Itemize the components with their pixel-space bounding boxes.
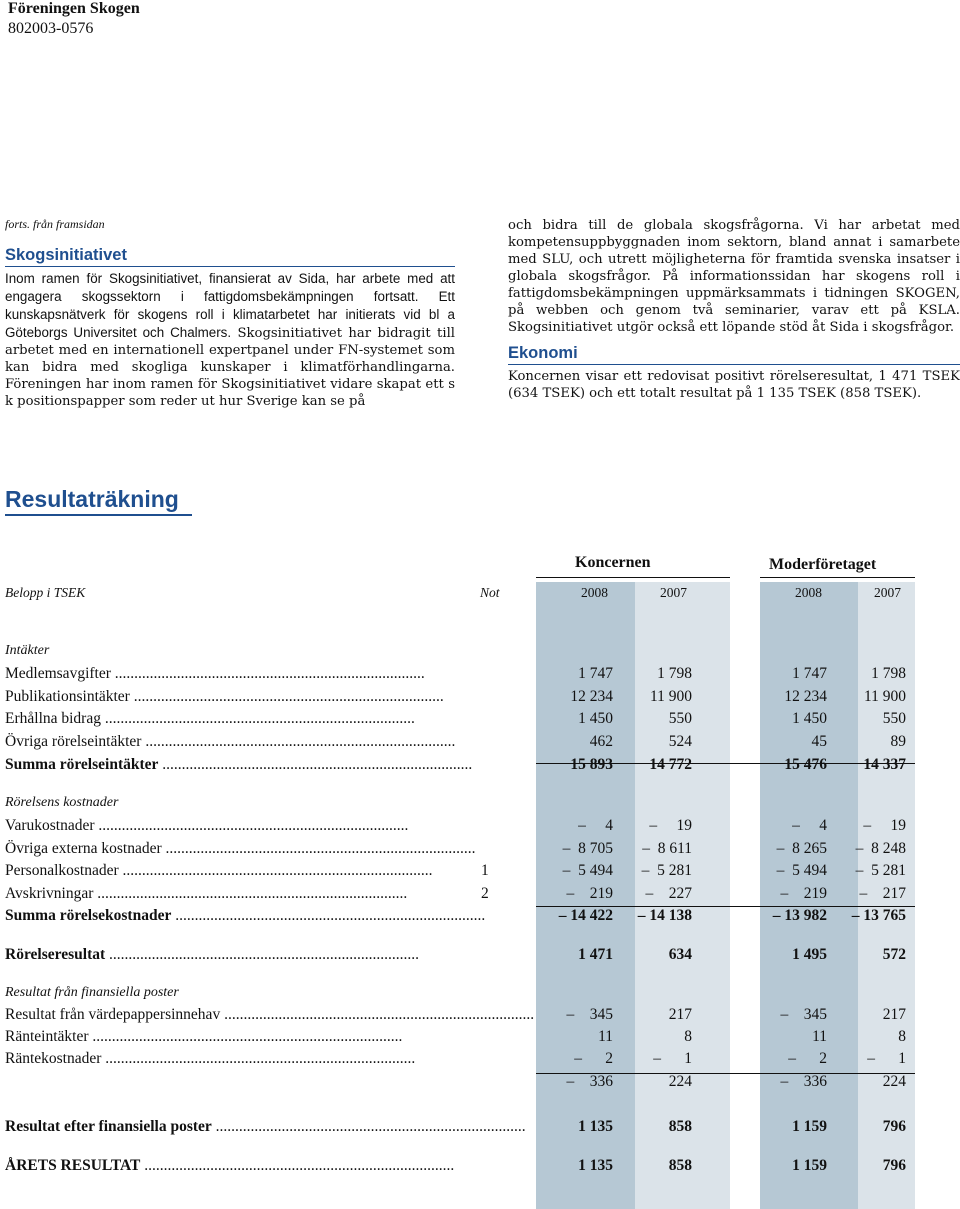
row-value: – 5 494 bbox=[562, 862, 613, 879]
row-value: 796 bbox=[882, 1157, 906, 1174]
row-label: ÅRETS RESULTAT ................................................................................ bbox=[5, 1157, 455, 1174]
row-note: 1 bbox=[481, 862, 489, 879]
row-value: – 336 bbox=[780, 1073, 827, 1090]
row-value: – 219 bbox=[566, 885, 613, 902]
row-value: – 345 bbox=[566, 1006, 613, 1023]
row-label: Personalkostnader ................................................................................ bbox=[5, 862, 433, 879]
row-label: Ränteintäkter ................................................................................ bbox=[5, 1028, 403, 1045]
dot-leader: ................................................................................ bbox=[110, 665, 425, 682]
table-row bbox=[0, 817, 960, 839]
dot-leader: ................................................................................ bbox=[118, 862, 433, 879]
row-value: 1 798 bbox=[657, 665, 692, 682]
intro-right-column bbox=[508, 217, 960, 402]
row-value: 1 159 bbox=[792, 1157, 827, 1174]
row-value: 11 bbox=[598, 1028, 613, 1045]
row-value: 15 893 bbox=[570, 756, 613, 773]
row-value: 15 476 bbox=[784, 756, 827, 773]
row-value: – 345 bbox=[780, 1006, 827, 1023]
row-value: – 336 bbox=[566, 1073, 613, 1090]
report-title-underline bbox=[5, 514, 192, 516]
row-value: 524 bbox=[668, 733, 692, 750]
row-value: – 2 bbox=[788, 1050, 827, 1067]
table-row bbox=[0, 1006, 960, 1028]
dot-leader: ................................................................................ bbox=[220, 1006, 535, 1023]
section-heading-ekonomi: Ekonomi bbox=[508, 344, 960, 365]
organization-name: Föreningen Skogen bbox=[8, 0, 140, 17]
row-value: – 217 bbox=[859, 885, 906, 902]
row-value: – 1 bbox=[867, 1050, 906, 1067]
dot-leader: ................................................................................ bbox=[211, 1118, 526, 1135]
row-value: 1 798 bbox=[871, 665, 906, 682]
row-value: – 13 982 bbox=[772, 907, 827, 924]
row-value: – 5 281 bbox=[855, 862, 906, 879]
table-row bbox=[0, 907, 960, 929]
dot-leader: ................................................................................ bbox=[94, 817, 409, 834]
row-value: 1 135 bbox=[578, 1157, 613, 1174]
row-value: – 19 bbox=[863, 817, 906, 834]
continued-note: forts. från framsidan bbox=[5, 217, 105, 231]
category-finansiella-poster: Resultat från finansiella poster bbox=[5, 985, 179, 1000]
row-value: 550 bbox=[882, 710, 906, 727]
row-label: Räntekostnader ................................................................................ bbox=[5, 1050, 416, 1067]
table-row bbox=[0, 688, 960, 710]
row-label: Varukostnader ................................................................................ bbox=[5, 817, 409, 834]
row-label: Summa rörelsekostnader ................................................................................ bbox=[5, 907, 486, 924]
row-value: 11 900 bbox=[863, 688, 906, 705]
row-value: 572 bbox=[882, 946, 906, 963]
intro-left-column bbox=[5, 217, 455, 410]
row-label: Erhållna bidrag ................................................................................ bbox=[5, 710, 415, 727]
row-value: 45 bbox=[811, 733, 827, 750]
table-row bbox=[0, 710, 960, 732]
dot-leader: ................................................................................ bbox=[93, 885, 408, 902]
row-value: – 19 bbox=[649, 817, 692, 834]
table-row bbox=[0, 862, 960, 884]
table-row bbox=[0, 733, 960, 755]
row-value: 12 234 bbox=[784, 688, 827, 705]
table-row bbox=[0, 1050, 960, 1072]
row-value: 1 135 bbox=[578, 1118, 613, 1135]
row-value: 550 bbox=[668, 710, 692, 727]
row-value: – 8 705 bbox=[562, 840, 613, 857]
row-value: 224 bbox=[668, 1073, 692, 1090]
row-label: Resultat efter finansiella poster ................................................................................ bbox=[5, 1118, 526, 1135]
table-row bbox=[0, 756, 960, 778]
row-value: – 14 422 bbox=[558, 907, 613, 924]
row-value: – 227 bbox=[645, 885, 692, 902]
row-value: 858 bbox=[668, 1157, 692, 1174]
row-value: 1 450 bbox=[792, 710, 827, 727]
row-label: Summa rörelseintäkter ................................................................................ bbox=[5, 756, 473, 773]
row-label: Rörelseresultat ................................................................................ bbox=[5, 946, 420, 963]
note-column-header: Not bbox=[480, 585, 500, 600]
amount-unit-label: Belopp i TSEK bbox=[5, 585, 86, 600]
table-row bbox=[0, 1028, 960, 1050]
paragraph-continued: och bidra till de globala skogsfrågorna. Vi har arbetat med kompetensuppbyggnaden inom sektorn, bland annat i samarbete med SLU, och utrett möjligheterna för framtida svenska insatser i globala skogsfrågor. På informationssidan har skogens roll i fattigdomsbekämpningen uppmärksammats i tidningen SKOGEN, på webben och genom två seminarier, varav ett på KSLA. Skogsinitiativet utgör också ett löpande stöd åt Sida i skogsfrågor. bbox=[508, 218, 960, 335]
category-intakter: Intäkter bbox=[5, 643, 50, 658]
group-header-koncernen: Koncernen bbox=[575, 554, 651, 571]
row-value: 224 bbox=[882, 1073, 906, 1090]
dot-leader: ................................................................................ bbox=[161, 840, 476, 857]
paragraph-ekonomi: Koncernen visar ett redovisat positivt rörelseresultat, 1 471 TSEK (634 TSEK) och ett totalt resultat på 1 135 TSEK (858 TSEK). bbox=[508, 369, 960, 401]
row-label: Publikationsintäkter ................................................................................ bbox=[5, 688, 444, 705]
dot-leader: ................................................................................ bbox=[101, 1050, 416, 1067]
dot-leader: ................................................................................ bbox=[158, 756, 473, 773]
row-value: 8 bbox=[684, 1028, 692, 1045]
report-title: Resultaträkning bbox=[5, 486, 179, 512]
row-value: 11 bbox=[812, 1028, 827, 1045]
row-value: – 4 bbox=[792, 817, 827, 834]
row-value: – 5 281 bbox=[641, 862, 692, 879]
year-header-moder-2008: 2008 bbox=[795, 585, 822, 600]
table-row bbox=[0, 665, 960, 687]
row-value: 1 495 bbox=[792, 946, 827, 963]
row-value: – 219 bbox=[780, 885, 827, 902]
dot-leader: ................................................................................ bbox=[140, 1157, 455, 1174]
table-row bbox=[0, 885, 960, 907]
category-rorelsens-kostnader: Rörelsens kostnader bbox=[5, 795, 119, 810]
row-value: – 4 bbox=[578, 817, 613, 834]
group-underline-koncernen bbox=[536, 577, 730, 578]
row-value: 11 900 bbox=[649, 688, 692, 705]
row-value: – 1 bbox=[653, 1050, 692, 1067]
row-note: 2 bbox=[481, 885, 489, 902]
row-value: 1 450 bbox=[578, 710, 613, 727]
year-header-koncernen-2008: 2008 bbox=[581, 585, 608, 600]
row-value: 1 747 bbox=[578, 665, 613, 682]
row-value: 462 bbox=[589, 733, 613, 750]
row-value: – 8 248 bbox=[855, 840, 906, 857]
row-label: Medlemsavgifter ................................................................................ bbox=[5, 665, 425, 682]
table-row bbox=[0, 840, 960, 862]
paragraph-part-b: Skogsinitiativet har bidragit till arbetet med en internationell expertpanel under FN-systemet som kan bidra med skogliga kunskaper i klimatförhandlingarna. Föreningen har inom ramen för Skogsinitiativet vidare skapat ett s k positionspapper som reder ut hur Sverige kan se på bbox=[5, 326, 456, 409]
table-row bbox=[0, 1073, 960, 1095]
dot-leader: ................................................................................ bbox=[129, 688, 444, 705]
row-value: 8 bbox=[898, 1028, 906, 1045]
row-value: 796 bbox=[882, 1118, 906, 1135]
row-value: 12 234 bbox=[570, 688, 613, 705]
group-header-moderforetaget: Moderföretaget bbox=[769, 556, 877, 573]
row-value: – 2 bbox=[574, 1050, 613, 1067]
table-row bbox=[0, 946, 960, 968]
paragraph-part-a: Inom ramen för Skogsinitiativet, finansierat av Sida, har arbete med att engagera skogssektorn i fattigdomsbekämpningen fortsatt. Ett kunskapsnätverk för skogens roll i klimatarbetet har initierats vid bl a Göteborgs Universitet och Chalmers. bbox=[5, 271, 455, 340]
row-value: 1 471 bbox=[578, 946, 613, 963]
dot-leader: ................................................................................ bbox=[88, 1028, 403, 1045]
row-value: 634 bbox=[668, 946, 692, 963]
row-label: Övriga externa kostnader ................................................................................ bbox=[5, 840, 476, 857]
year-header-koncernen-2007: 2007 bbox=[660, 585, 687, 600]
dot-leader: ................................................................................ bbox=[100, 710, 415, 727]
year-header-moder-2007: 2007 bbox=[874, 585, 901, 600]
group-underline-moderforetaget bbox=[760, 577, 915, 578]
dot-leader: ................................................................................ bbox=[171, 907, 486, 924]
dot-leader: ................................................................................ bbox=[141, 733, 456, 750]
row-label: Resultat från värdepappersinnehav ................................................................................ bbox=[5, 1006, 535, 1023]
table-row bbox=[0, 1118, 960, 1140]
row-value: 858 bbox=[668, 1118, 692, 1135]
row-value: – 5 494 bbox=[776, 862, 827, 879]
row-value: 89 bbox=[890, 733, 906, 750]
row-value: – 13 765 bbox=[851, 907, 906, 924]
row-label: Övriga rörelseintäkter ................................................................................ bbox=[5, 733, 456, 750]
dot-leader: ................................................................................ bbox=[105, 946, 420, 963]
paragraph-skogsinitiativet bbox=[5, 270, 455, 410]
row-value: 217 bbox=[668, 1006, 692, 1023]
row-value: 1 159 bbox=[792, 1118, 827, 1135]
table-row bbox=[0, 1157, 960, 1179]
row-value: 14 337 bbox=[863, 756, 906, 773]
section-heading-skogsinitiativet: Skogsinitiativet bbox=[5, 246, 455, 267]
row-value: – 8 265 bbox=[776, 840, 827, 857]
organization-number: 802003-0576 bbox=[8, 20, 94, 37]
row-value: – 8 611 bbox=[642, 840, 692, 857]
row-label: Avskrivningar ................................................................................ bbox=[5, 885, 408, 902]
row-value: 14 772 bbox=[649, 756, 692, 773]
row-value: 217 bbox=[882, 1006, 906, 1023]
row-value: 1 747 bbox=[792, 665, 827, 682]
row-value: – 14 138 bbox=[637, 907, 692, 924]
